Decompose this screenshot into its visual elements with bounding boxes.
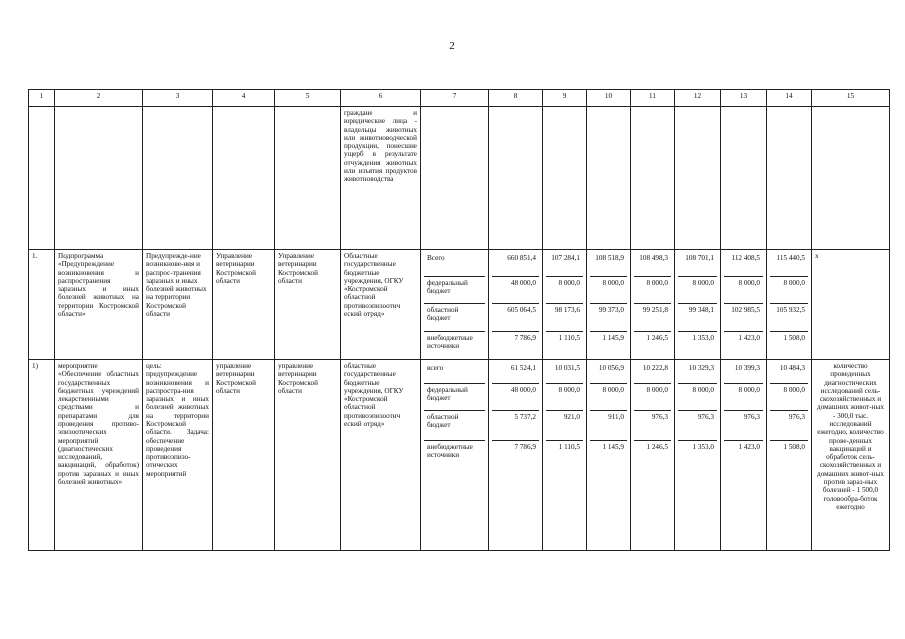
funding-value: 10 399,3 xyxy=(734,364,760,372)
funding-value: 7 786,9 xyxy=(492,440,539,453)
funding-value: 660 851,4 xyxy=(507,254,536,262)
header-row xyxy=(29,90,890,107)
header-cell: 13 xyxy=(721,90,767,107)
funding-value: 8 000,0 xyxy=(634,276,671,303)
header-cell: 11 xyxy=(631,90,675,107)
funding-value: 48 000,0 xyxy=(492,383,539,410)
funding-value: 5 737,2 xyxy=(492,410,539,440)
page-number: 2 xyxy=(449,40,455,52)
subprogram-participants: Областные государственные бюджетные учреждения, ОГКУ «Костромской областной противоэпизоотич еский отряд» xyxy=(341,250,421,360)
funding-value: 99 251,8 xyxy=(634,303,671,331)
funding-label: областной бюджет xyxy=(424,410,485,440)
subprogram-coexecutor: Управление ветеринарии Костромской области xyxy=(275,250,341,360)
funding-label: федеральный бюджет xyxy=(424,383,485,410)
funding-value: 8 000,0 xyxy=(590,383,627,410)
funding-value: 1 353,0 xyxy=(678,331,717,344)
funding-value: 1 423,0 xyxy=(724,440,763,453)
program-table xyxy=(28,89,890,551)
funding-label: Всего xyxy=(427,254,445,262)
funding-label: всего xyxy=(427,364,444,372)
funding-value: 1 246,5 xyxy=(634,331,671,344)
funding-value: 976,3 xyxy=(724,410,763,440)
funding-value: 8 000,0 xyxy=(678,383,717,410)
header-cell: 6 xyxy=(341,90,421,107)
funding-value: 10 329,3 xyxy=(688,364,714,372)
participants-cell: граждане и юридические лица - владельцы животных или животноводческой продукции, понесшие ущерб в результате отчуждения животных или изъятия продуктов животноводства xyxy=(341,107,421,250)
funding-value: 112 408,5 xyxy=(731,254,760,262)
measure-coexecutor: управление ветеринарии Костромской области xyxy=(275,360,341,551)
subprogram-name: Подпрограмма «Предупреждение возникновения и распространения заразных и иных болезней животных на территории Костромской области» xyxy=(55,250,143,360)
funding-value: 1 423,0 xyxy=(724,331,763,344)
funding-value: 108 498,3 xyxy=(639,254,668,262)
header-cell: 14 xyxy=(767,90,812,107)
funding-value: 10 484,3 xyxy=(779,364,805,372)
funding-value: 10 031,5 xyxy=(554,364,580,372)
row-number: 1) xyxy=(29,360,55,551)
measure-responsible: управление ветеринарии Костромской области xyxy=(213,360,275,551)
funding-value: 8 000,0 xyxy=(770,276,808,303)
funding-value: 115 440,5 xyxy=(776,254,805,262)
funding-value: 8 000,0 xyxy=(634,383,671,410)
funding-label: внебюджетные источники xyxy=(424,440,485,462)
funding-value: 1 353,0 xyxy=(678,440,717,453)
funding-value: 107 284,1 xyxy=(551,254,580,262)
funding-value: 8 000,0 xyxy=(770,383,808,410)
funding-value: 99 348,1 xyxy=(678,303,717,331)
header-cell: 10 xyxy=(587,90,631,107)
table-row-subprogram xyxy=(29,250,890,360)
header-cell: 15 xyxy=(812,90,890,107)
funding-value: 1 110,5 xyxy=(546,440,583,453)
funding-value: 605 064,5 xyxy=(492,303,539,331)
funding-value: 8 000,0 xyxy=(590,276,627,303)
funding-value: 1 145,9 xyxy=(590,331,627,344)
header-cell: 7 xyxy=(421,90,489,107)
funding-value: 976,3 xyxy=(634,410,671,440)
header-cell: 5 xyxy=(275,90,341,107)
funding-value: 8 000,0 xyxy=(724,383,763,410)
funding-value: 102 985,5 xyxy=(724,303,763,331)
funding-value: 8 000,0 xyxy=(546,383,583,410)
funding-value: 8 000,0 xyxy=(724,276,763,303)
subprogram-responsible: Управление ветеринарии Костромской области xyxy=(213,250,275,360)
subprogram-goal: Предупрежде-ние возникнове-ния и распрос-транения заразных и иных болезней животных на территории Костромской области xyxy=(143,250,213,360)
funding-value: 105 932,5 xyxy=(770,303,808,331)
funding-label: областной бюджет xyxy=(424,303,485,331)
funding-value: 98 173,6 xyxy=(546,303,583,331)
funding-value: 10 222,8 xyxy=(642,364,668,372)
funding-value: 8 000,0 xyxy=(678,276,717,303)
header-cell: 12 xyxy=(675,90,721,107)
funding-value: 48 000,0 xyxy=(492,276,539,303)
funding-value: 921,0 xyxy=(546,410,583,440)
funding-value: 976,3 xyxy=(678,410,717,440)
funding-value: 1 508,0 xyxy=(770,440,808,453)
table-row-measure xyxy=(29,360,890,551)
header-cell: 8 xyxy=(489,90,543,107)
funding-value: 108 518,9 xyxy=(595,254,624,262)
header-cell: 3 xyxy=(143,90,213,107)
header-cell: 1 xyxy=(29,90,55,107)
header-cell: 2 xyxy=(55,90,143,107)
funding-label: внебюджетные источники xyxy=(424,331,485,353)
table-row-continued xyxy=(29,107,890,250)
funding-label: федеральный бюджет xyxy=(424,276,485,303)
measure-goal: цель: предупреждение возникновения и распростра-ния заразных и иных болезней животных на территории Костромской области. Задача: обеспечение проведения противоэпизо-отических мероприятий xyxy=(143,360,213,551)
funding-value: 99 373,0 xyxy=(590,303,627,331)
measure-name: мероприятие «Обеспечение областных государственных бюджетных учреждений лекарственными средствами и препаратами для проведения противо-эпизоотических мероприятий (диагностических исследований, вакцинаций, обработок) против заразных и иных болезней животных» xyxy=(55,360,143,551)
funding-value: 1 508,0 xyxy=(770,331,808,344)
funding-value: 108 701,1 xyxy=(685,254,714,262)
header-cell: 4 xyxy=(213,90,275,107)
funding-value: 10 056,9 xyxy=(598,364,624,372)
measure-result: количество проведенных диагностических исследований сель-скохозяйственных и домашних живот-ных - 300,0 тыс. исследований ежегодно, количество прове-денных вакцинаций и обработок сель-скохозяйственных и домашних живот-ных против зараз-ных болезней - 1 500,0 головообра-боток ежегодно xyxy=(812,360,890,551)
measure-participants: областные государственные бюджетные учреждения, ОГКУ «Костромской областной противоэпизоотич еский отряд» xyxy=(341,360,421,551)
funding-value: 1 246,5 xyxy=(634,440,671,453)
funding-value: 61 524,1 xyxy=(510,364,536,372)
subprogram-result: x xyxy=(812,250,890,360)
funding-value: 976,3 xyxy=(770,410,808,440)
funding-value: 1 145,9 xyxy=(590,440,627,453)
funding-value: 8 000,0 xyxy=(546,276,583,303)
header-cell: 9 xyxy=(543,90,587,107)
row-number: 1. xyxy=(29,250,55,360)
funding-value: 911,0 xyxy=(590,410,627,440)
funding-value: 1 110,5 xyxy=(546,331,583,344)
funding-value: 7 786,9 xyxy=(492,331,539,344)
